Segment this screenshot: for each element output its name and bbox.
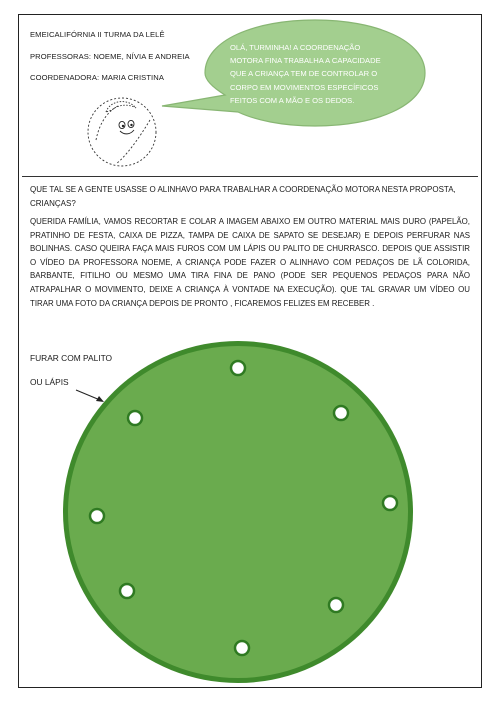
hole — [383, 496, 397, 510]
teachers-line: PROFESSORAS: NOEME, NÍVIA E ANDREIA — [30, 52, 190, 61]
hole — [235, 641, 249, 655]
label-line-1: FURAR COM PALITO — [30, 353, 113, 363]
ball-face-icon — [88, 98, 156, 166]
hole — [90, 509, 104, 523]
question-text: QUE TAL SE A GENTE USASSE O ALINHAVO PARA TRABALHAR A COORDENAÇÃO MOTORA NESTA PROPOSTA, CRIANÇAS? — [30, 185, 456, 208]
hole — [329, 598, 343, 612]
bubble-line: MOTORA FINA TRABALHA A CAPACIDADE — [230, 56, 381, 66]
school-line: EMEICALIFÓRNIA II TURMA DA LELÊ — [30, 30, 165, 39]
bubble-line: OLÁ, TURMINHA! A COORDENAÇÃO — [230, 43, 361, 52]
instructions-text: QUERIDA FAMÍLIA, VAMOS RECORTAR E COLAR A IMAGEM ABAIXO EM OUTRO MATERIAL MAIS DURO (PAPELÃO, PRATINHO DE FESTA, CAIXA DE PIZZA, TAMPA DE CAIXA DE SAPATO SE DESEJAR) E DEPOIS PERFURAR NAS BOLINHAS. CASO QUEIRA FAÇA MAIS FUROS COM UM LÁPIS OU PALITO DE CHURRASCO. DEPOIS QUE ASSISTIR O VÍDEO DA PROFESSORA NOEME, A CRIANÇA PODE FAZER O ALINHAVO COM PEDAÇOS DE LÃ COLORIDA, BARBANTE, FITILHO OU MESMO UMA TIRA FINA DE PANO (PODE SER PEQUENOS PEDAÇOS PARA NÃO ATRAPALHAR O MOVIMENTO, DEIXE A CRIANÇA À VONTADE NA EXECUÇÃO). QUE TAL GRAVAR UM VÍDEO OU TIRAR UMA FOTO DA CRIANÇA DEPOIS DE PRONTO , FICAREMOS FELIZES EM RECEBER . — [30, 217, 470, 308]
hole — [120, 584, 134, 598]
speech-bubble-text — [230, 41, 400, 107]
hole — [128, 411, 142, 425]
bubble-line: QUE A CRIANÇA TEM DE CONTROLAR O — [230, 69, 378, 79]
coordinator-line: COORDENADORA: MARIA CRISTINA — [30, 73, 165, 82]
lacing-board — [63, 341, 413, 683]
bubble-line: FEITOS COM A MÃO E OS DEDOS. — [230, 95, 355, 105]
pointer-arrow-icon — [76, 390, 104, 402]
divider — [22, 176, 478, 177]
hole — [334, 406, 348, 420]
label-line-2: OU LÁPIS — [30, 377, 69, 387]
bubble-line: CORPO EM MOVIMENTOS ESPECÍFICOS — [230, 82, 379, 92]
hole — [231, 361, 245, 375]
